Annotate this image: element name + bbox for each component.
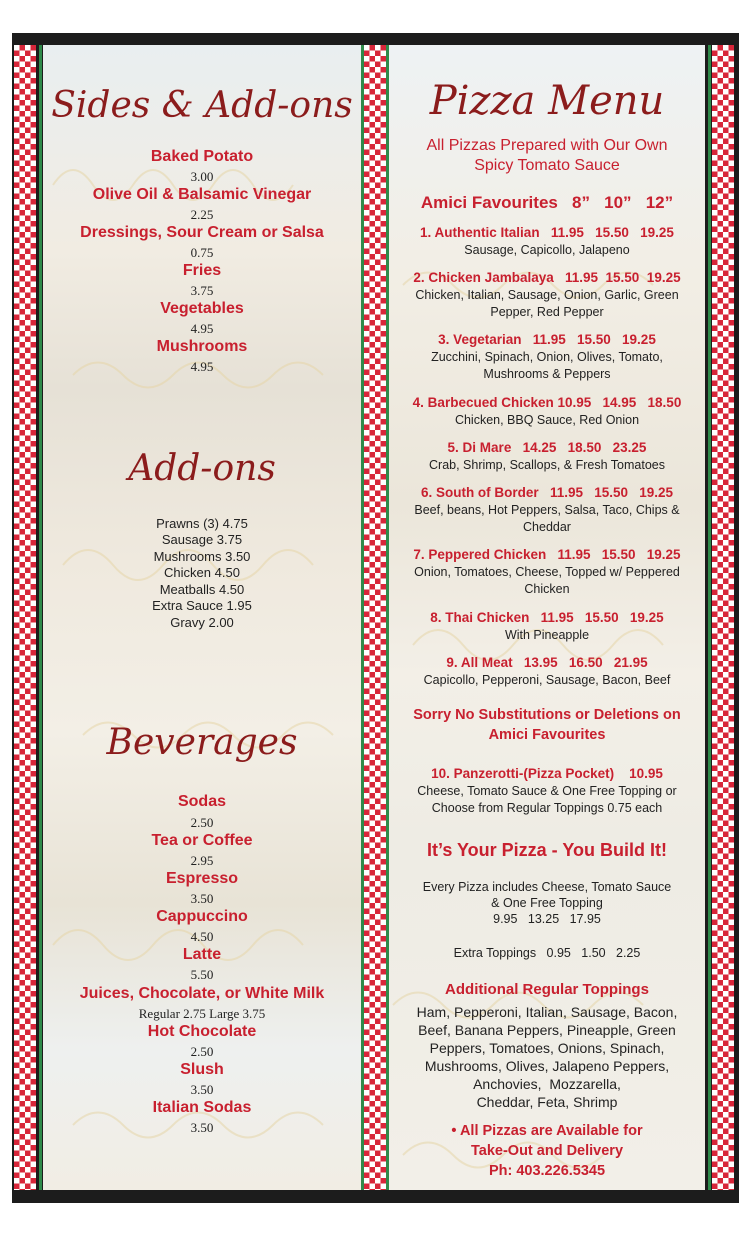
addon-item: Gravy 2.00 [170,615,234,630]
phone-number: Ph: 403.226.5345 [488,1163,606,1179]
additional-toppings-title: Additional Regular Toppings [445,981,649,998]
side-item-price: 4.95 [190,359,214,374]
beverage-name: Sodas [177,793,226,810]
green-rule [708,45,711,1190]
side-item-name: Dressings, Sour Cream or Salsa [80,224,324,241]
pizza-menu-title: Pizza Menu [429,78,665,124]
beverage-price: Regular 2.75 Large 3.75 [138,1006,266,1021]
side-item-name: Vegetables [160,300,244,317]
beverage-price: 3.50 [190,1120,214,1135]
addon-item: Prawns (3) 4.75 [156,516,248,531]
build-prices: 9.95 13.25 17.95 [493,912,601,926]
beverage-name: Espresso [165,870,239,887]
beverage-name: Tea or Coffee [151,832,253,849]
pizza-title: 3. Vegetarian 11.95 15.50 19.25 [438,332,656,347]
topping-line: Mushrooms, Olives, Jalapeno Peppers, [424,1058,670,1074]
green-rule [39,45,42,1190]
pizza-description: Capicollo, Pepperoni, Sausage, Bacon, Beef [423,673,671,687]
topping-line: Cheddar, Feta, Shrimp [476,1094,618,1110]
extra-toppings: Extra Toppings 0.95 1.50 2.25 [453,946,641,960]
side-item-price: 3.75 [190,283,214,298]
beverage-name: Latte [182,946,222,963]
side-item-price: 3.00 [190,169,214,184]
pizza-title: 2. Chicken Jambalaya 11.95 15.50 19.25 [413,270,681,285]
sides-title: Sides & Add-ons [51,85,353,126]
no-substitutions-note: Sorry No Substitutions or Deletions on [413,707,681,723]
addon-item: Extra Sauce 1.95 [152,598,252,613]
beverage-name: Cappuccino [156,908,248,925]
pizza-description: Chicken, BBQ Sauce, Red Onion [454,413,640,427]
addons-title: Add-ons [128,448,276,489]
subtitle-line: All Pizzas Prepared with Our Own [426,137,668,154]
beverage-price: 2.50 [190,1044,214,1059]
addon-item: Meatballs 4.50 [159,582,245,597]
build-your-own-title: It’s Your Pizza - You Build It! [426,840,667,860]
pizza-description: Zucchini, Spinach, Onion, Olives, Tomato, Mushrooms & Peppers [431,350,663,381]
pizza-title: 9. All Meat 13.95 16.50 21.95 [446,655,648,670]
side-item-name: Baked Potato [150,148,254,165]
pizza-title: 1. Authentic Italian 11.95 15.50 19.25 [420,225,674,240]
side-item-price: 0.75 [190,245,214,260]
left-border-strip [14,45,36,1190]
side-item-price: 4.95 [190,321,214,336]
beverage-price: 3.50 [190,1082,214,1097]
pizza-description: Onion, Tomatoes, Cheese, Topped w/ Peppered Chicken [414,565,680,596]
subtitle-line: Spicy Tomato Sauce [474,157,620,174]
addon-item: Sausage 3.75 [161,532,243,547]
pizza-description: With Pineapple [504,628,590,642]
takeout-note: Take-Out and Delivery [470,1143,624,1159]
pizza-title: 7. Peppered Chicken 11.95 15.50 19.25 [413,547,681,562]
side-item-price: 2.25 [190,207,214,222]
pizza-title: 5. Di Mare 14.25 18.50 23.25 [447,440,647,455]
beverage-name: Juices, Chocolate, or White Milk [79,985,325,1002]
beverages-title: Beverages [106,722,298,763]
right-border-strip [712,45,734,1190]
beverage-price: 4.50 [190,929,214,944]
addon-item: Mushrooms 3.50 [153,549,251,564]
build-description: & One Free Topping [491,896,603,910]
beverage-name: Italian Sodas [152,1099,252,1116]
no-substitutions-note: Amici Favourites [488,727,606,743]
pizza-description: Crab, Shrimp, Scallops, & Fresh Tomatoes [429,458,665,472]
beverage-price: 5.50 [190,967,214,982]
panzerotti-description: Cheese, Tomato Sauce & One Free Topping or Choose from Regular Toppings 0.75 each [417,784,677,815]
topping-line: Peppers, Tomatoes, Onions, Spinach, [429,1040,665,1056]
build-description: Every Pizza includes Cheese, Tomato Sauce [422,880,672,894]
pizza-title: 8. Thai Chicken 11.95 15.50 19.25 [430,610,664,625]
side-item-name: Olive Oil & Balsamic Vinegar [92,186,312,203]
pizza-description: Chicken, Italian, Sausage, Onion, Garlic, Green Pepper, Red Pepper [415,288,679,319]
side-item-name: Fries [182,262,222,279]
beverage-price: 2.50 [190,815,214,830]
pizza-title: 6. South of Border 11.95 15.50 19.25 [420,485,674,500]
topping-line: Anchovies, Mozzarella, [473,1076,621,1092]
pizza-title: 4. Barbecued Chicken 10.95 14.95 18.50 [412,395,682,410]
topping-line: Ham, Pepperoni, Italian, Sausage, Bacon, [416,1004,678,1020]
topping-line: Beef, Banana Peppers, Pineapple, Green [418,1022,676,1038]
pizza-description: Beef, beans, Hot Peppers, Salsa, Taco, Chips & Cheddar [414,503,680,534]
favourites-header: Amici Favourites 8” 10” 12” [420,193,674,212]
pizza-description: Sausage, Capicollo, Jalapeno [464,243,630,257]
takeout-note: • All Pizzas are Available for [451,1123,643,1139]
beverage-name: Slush [180,1061,224,1078]
beverage-price: 2.95 [190,853,214,868]
panzerotti-title: 10. Panzerotti-(Pizza Pocket) 10.95 [431,766,663,781]
side-item-name: Mushrooms [156,338,248,355]
beverage-price: 3.50 [190,891,214,906]
addon-item: Chicken 4.50 [164,565,240,580]
beverage-name: Hot Chocolate [147,1023,257,1040]
